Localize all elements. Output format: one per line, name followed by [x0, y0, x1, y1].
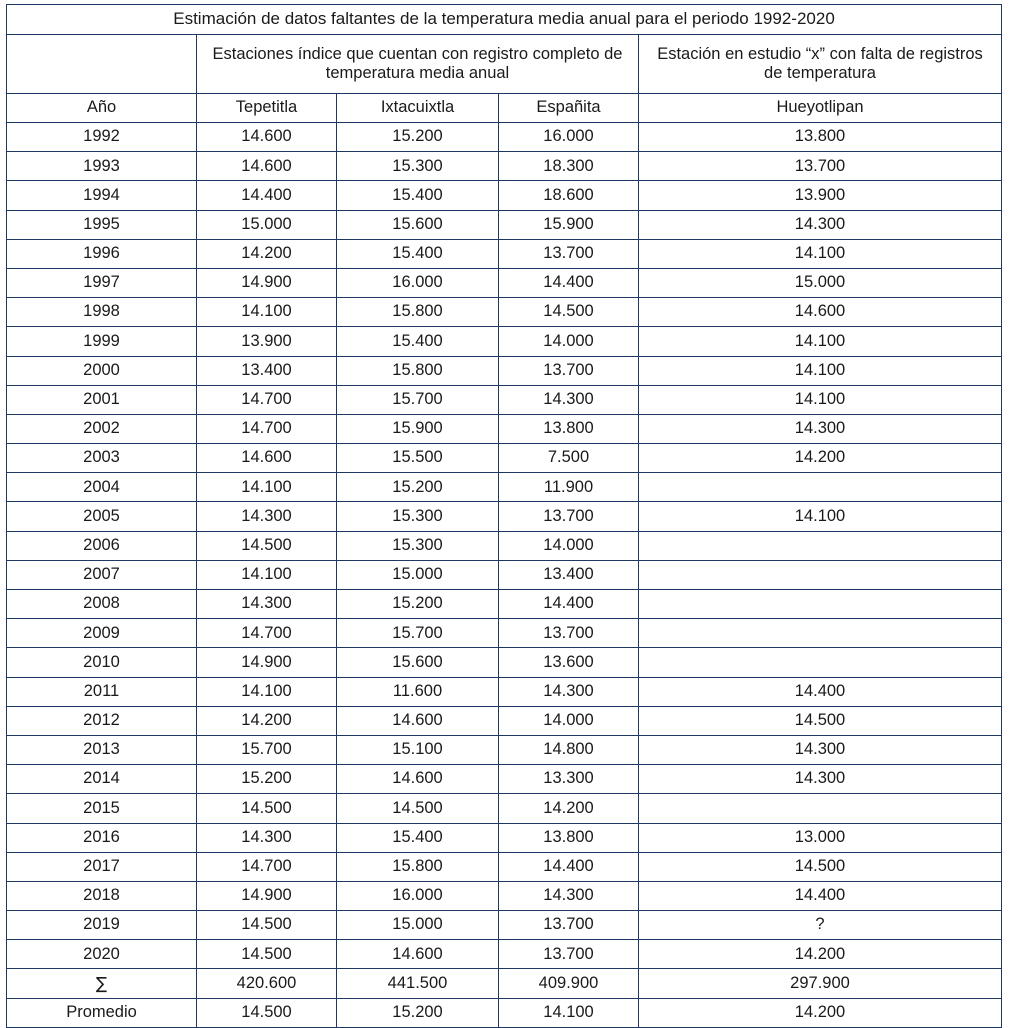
- cell-year: 1998: [7, 298, 197, 327]
- cell-hueyotlipan: 14.100: [639, 327, 1002, 356]
- cell-tepetitla: 14.500: [197, 940, 337, 969]
- cell-tepetitla: 14.900: [197, 268, 337, 297]
- sum-row: [7, 969, 1002, 998]
- table-row: [7, 619, 1002, 648]
- sum-label: ∑: [7, 969, 197, 998]
- cell-espanita: 14.300: [499, 677, 639, 706]
- cell-year: 2002: [7, 414, 197, 443]
- cell-year: 1999: [7, 327, 197, 356]
- cell-tepetitla: 14.400: [197, 181, 337, 210]
- cell-tepetitla: 14.600: [197, 152, 337, 181]
- cell-hueyotlipan: 14.100: [639, 502, 1002, 531]
- cell-ixtacuixtla: 14.600: [337, 706, 499, 735]
- cell-tepetitla: 14.900: [197, 881, 337, 910]
- cell-year: 2020: [7, 940, 197, 969]
- group-header-index-stations: Estaciones índice que cuentan con registro completo de temperatura media anual: [197, 35, 639, 94]
- cell-hueyotlipan: 13.800: [639, 123, 1002, 152]
- cell-ixtacuixtla: 15.800: [337, 298, 499, 327]
- cell-year: 1992: [7, 123, 197, 152]
- table-row: [7, 502, 1002, 531]
- cell-espanita: 13.700: [499, 502, 639, 531]
- cell-espanita: 14.800: [499, 735, 639, 764]
- cell-hueyotlipan: 14.300: [639, 765, 1002, 794]
- cell-tepetitla: 13.900: [197, 327, 337, 356]
- cell-year: 2016: [7, 823, 197, 852]
- cell-hueyotlipan: [639, 794, 1002, 823]
- cell-ixtacuixtla: 15.300: [337, 152, 499, 181]
- cell-ixtacuixtla: 15.800: [337, 852, 499, 881]
- cell-hueyotlipan: 14.100: [639, 356, 1002, 385]
- column-header-row: [7, 94, 1002, 123]
- column-header-espanita: Españita: [499, 94, 639, 123]
- table-row: [7, 735, 1002, 764]
- table-row: [7, 444, 1002, 473]
- table-row: [7, 940, 1002, 969]
- table-row: [7, 794, 1002, 823]
- table-row: [7, 852, 1002, 881]
- cell-ixtacuixtla: 15.400: [337, 181, 499, 210]
- cell-ixtacuixtla: 15.700: [337, 619, 499, 648]
- cell-hueyotlipan: ?: [639, 911, 1002, 940]
- table-row: [7, 268, 1002, 297]
- cell-tepetitla: 14.700: [197, 385, 337, 414]
- cell-tepetitla: 14.100: [197, 473, 337, 502]
- cell-espanita: 14.400: [499, 852, 639, 881]
- cell-espanita: 13.300: [499, 765, 639, 794]
- cell-ixtacuixtla: 15.600: [337, 210, 499, 239]
- cell-tepetitla: 15.700: [197, 735, 337, 764]
- cell-tepetitla: 15.200: [197, 765, 337, 794]
- average-tepetitla: 14.500: [197, 998, 337, 1027]
- cell-tepetitla: 14.900: [197, 648, 337, 677]
- cell-espanita: 13.700: [499, 911, 639, 940]
- cell-espanita: 13.400: [499, 560, 639, 589]
- cell-year: 2008: [7, 590, 197, 619]
- cell-espanita: 14.000: [499, 327, 639, 356]
- cell-hueyotlipan: 13.900: [639, 181, 1002, 210]
- cell-year: 2017: [7, 852, 197, 881]
- cell-espanita: 13.700: [499, 619, 639, 648]
- cell-tepetitla: 13.400: [197, 356, 337, 385]
- cell-hueyotlipan: [639, 560, 1002, 589]
- average-label: Promedio: [7, 998, 197, 1027]
- cell-tepetitla: 15.000: [197, 210, 337, 239]
- cell-tepetitla: 14.200: [197, 706, 337, 735]
- cell-hueyotlipan: 14.200: [639, 940, 1002, 969]
- group-header-blank: [7, 35, 197, 94]
- cell-ixtacuixtla: 15.100: [337, 735, 499, 764]
- average-row: [7, 998, 1002, 1027]
- table-title-row: [7, 5, 1002, 35]
- cell-espanita: 15.900: [499, 210, 639, 239]
- cell-year: 2011: [7, 677, 197, 706]
- cell-hueyotlipan: 14.100: [639, 239, 1002, 268]
- cell-ixtacuixtla: 15.400: [337, 327, 499, 356]
- cell-tepetitla: 14.300: [197, 590, 337, 619]
- cell-ixtacuixtla: 14.600: [337, 940, 499, 969]
- group-header-row: [7, 35, 1002, 94]
- table-body: [7, 5, 1002, 1028]
- cell-ixtacuixtla: 15.900: [337, 414, 499, 443]
- table-row: [7, 385, 1002, 414]
- table-row: [7, 765, 1002, 794]
- table-row: [7, 298, 1002, 327]
- table-row: [7, 123, 1002, 152]
- cell-hueyotlipan: 14.300: [639, 735, 1002, 764]
- average-ixtacuixtla: 15.200: [337, 998, 499, 1027]
- cell-hueyotlipan: 14.500: [639, 706, 1002, 735]
- cell-year: 2013: [7, 735, 197, 764]
- cell-tepetitla: 14.100: [197, 298, 337, 327]
- table-row: [7, 356, 1002, 385]
- cell-hueyotlipan: 13.700: [639, 152, 1002, 181]
- table-row: [7, 414, 1002, 443]
- cell-espanita: 14.000: [499, 531, 639, 560]
- table-row: [7, 911, 1002, 940]
- average-hueyotlipan: 14.200: [639, 998, 1002, 1027]
- cell-year: 2019: [7, 911, 197, 940]
- cell-tepetitla: 14.300: [197, 823, 337, 852]
- cell-ixtacuixtla: 14.600: [337, 765, 499, 794]
- cell-tepetitla: 14.500: [197, 794, 337, 823]
- cell-year: 2010: [7, 648, 197, 677]
- table-row: [7, 181, 1002, 210]
- cell-year: 2000: [7, 356, 197, 385]
- cell-espanita: 14.300: [499, 385, 639, 414]
- cell-espanita: 13.600: [499, 648, 639, 677]
- cell-espanita: 11.900: [499, 473, 639, 502]
- cell-espanita: 14.400: [499, 590, 639, 619]
- cell-tepetitla: 14.100: [197, 677, 337, 706]
- cell-year: 2009: [7, 619, 197, 648]
- cell-year: 1993: [7, 152, 197, 181]
- cell-espanita: 7.500: [499, 444, 639, 473]
- cell-espanita: 16.000: [499, 123, 639, 152]
- cell-hueyotlipan: [639, 590, 1002, 619]
- cell-hueyotlipan: 14.400: [639, 881, 1002, 910]
- cell-year: 2007: [7, 560, 197, 589]
- column-header-hueyotlipan: Hueyotlipan: [639, 94, 1002, 123]
- cell-tepetitla: 14.100: [197, 560, 337, 589]
- cell-espanita: 18.300: [499, 152, 639, 181]
- cell-espanita: 13.700: [499, 940, 639, 969]
- missing-temperature-data-table: [6, 4, 1002, 1028]
- table-row: [7, 473, 1002, 502]
- cell-ixtacuixtla: 15.800: [337, 356, 499, 385]
- column-header-year: Año: [7, 94, 197, 123]
- cell-hueyotlipan: [639, 648, 1002, 677]
- cell-ixtacuixtla: 15.500: [337, 444, 499, 473]
- cell-hueyotlipan: 14.100: [639, 385, 1002, 414]
- cell-year: 1994: [7, 181, 197, 210]
- table-row: [7, 706, 1002, 735]
- table-row: [7, 823, 1002, 852]
- cell-year: 2014: [7, 765, 197, 794]
- cell-ixtacuixtla: 15.400: [337, 823, 499, 852]
- cell-ixtacuixtla: 15.700: [337, 385, 499, 414]
- table-row: [7, 677, 1002, 706]
- group-header-study-station: Estación en estudio “x” con falta de registros de temperatura: [639, 35, 1002, 94]
- cell-year: 1995: [7, 210, 197, 239]
- cell-tepetitla: 14.600: [197, 444, 337, 473]
- cell-espanita: 14.300: [499, 881, 639, 910]
- cell-ixtacuixtla: 15.000: [337, 560, 499, 589]
- cell-hueyotlipan: 14.400: [639, 677, 1002, 706]
- sum-espanita: 409.900: [499, 969, 639, 998]
- column-header-tepetitla: Tepetitla: [197, 94, 337, 123]
- cell-ixtacuixtla: 15.000: [337, 911, 499, 940]
- table-row: [7, 152, 1002, 181]
- cell-hueyotlipan: 14.600: [639, 298, 1002, 327]
- cell-tepetitla: 14.700: [197, 852, 337, 881]
- cell-espanita: 13.800: [499, 823, 639, 852]
- table-row: [7, 239, 1002, 268]
- table-row: [7, 560, 1002, 589]
- table-row: [7, 531, 1002, 560]
- table-row: [7, 881, 1002, 910]
- cell-ixtacuixtla: 15.400: [337, 239, 499, 268]
- cell-espanita: 13.800: [499, 414, 639, 443]
- cell-hueyotlipan: 15.000: [639, 268, 1002, 297]
- cell-hueyotlipan: [639, 473, 1002, 502]
- cell-tepetitla: 14.500: [197, 531, 337, 560]
- average-espanita: 14.100: [499, 998, 639, 1027]
- cell-tepetitla: 14.300: [197, 502, 337, 531]
- cell-espanita: 13.700: [499, 239, 639, 268]
- cell-year: 2006: [7, 531, 197, 560]
- sum-tepetitla: 420.600: [197, 969, 337, 998]
- cell-ixtacuixtla: 16.000: [337, 881, 499, 910]
- cell-hueyotlipan: 13.000: [639, 823, 1002, 852]
- cell-ixtacuixtla: 16.000: [337, 268, 499, 297]
- column-header-ixtacuixtla: Ixtacuixtla: [337, 94, 499, 123]
- cell-ixtacuixtla: 14.500: [337, 794, 499, 823]
- sum-hueyotlipan: 297.900: [639, 969, 1002, 998]
- cell-year: 2005: [7, 502, 197, 531]
- cell-hueyotlipan: 14.300: [639, 210, 1002, 239]
- cell-espanita: 14.200: [499, 794, 639, 823]
- cell-ixtacuixtla: 15.200: [337, 590, 499, 619]
- cell-year: 2003: [7, 444, 197, 473]
- table-row: [7, 648, 1002, 677]
- table-row: [7, 590, 1002, 619]
- cell-year: 1997: [7, 268, 197, 297]
- cell-espanita: 14.000: [499, 706, 639, 735]
- cell-tepetitla: 14.700: [197, 414, 337, 443]
- sum-ixtacuixtla: 441.500: [337, 969, 499, 998]
- cell-tepetitla: 14.500: [197, 911, 337, 940]
- cell-ixtacuixtla: 15.300: [337, 502, 499, 531]
- table-row: [7, 327, 1002, 356]
- cell-hueyotlipan: [639, 531, 1002, 560]
- cell-espanita: 13.700: [499, 356, 639, 385]
- cell-espanita: 14.400: [499, 268, 639, 297]
- cell-year: 2012: [7, 706, 197, 735]
- cell-ixtacuixtla: 15.300: [337, 531, 499, 560]
- cell-ixtacuixtla: 15.200: [337, 473, 499, 502]
- cell-espanita: 14.500: [499, 298, 639, 327]
- cell-hueyotlipan: 14.200: [639, 444, 1002, 473]
- cell-ixtacuixtla: 11.600: [337, 677, 499, 706]
- cell-hueyotlipan: [639, 619, 1002, 648]
- cell-tepetitla: 14.600: [197, 123, 337, 152]
- cell-year: 2001: [7, 385, 197, 414]
- cell-year: 2015: [7, 794, 197, 823]
- cell-ixtacuixtla: 15.200: [337, 123, 499, 152]
- cell-espanita: 18.600: [499, 181, 639, 210]
- cell-year: 2004: [7, 473, 197, 502]
- table-title: Estimación de datos faltantes de la temperatura media anual para el periodo 1992-2020: [7, 5, 1002, 35]
- cell-ixtacuixtla: 15.600: [337, 648, 499, 677]
- cell-tepetitla: 14.700: [197, 619, 337, 648]
- table-row: [7, 210, 1002, 239]
- cell-year: 2018: [7, 881, 197, 910]
- cell-year: 1996: [7, 239, 197, 268]
- cell-tepetitla: 14.200: [197, 239, 337, 268]
- cell-hueyotlipan: 14.500: [639, 852, 1002, 881]
- cell-hueyotlipan: 14.300: [639, 414, 1002, 443]
